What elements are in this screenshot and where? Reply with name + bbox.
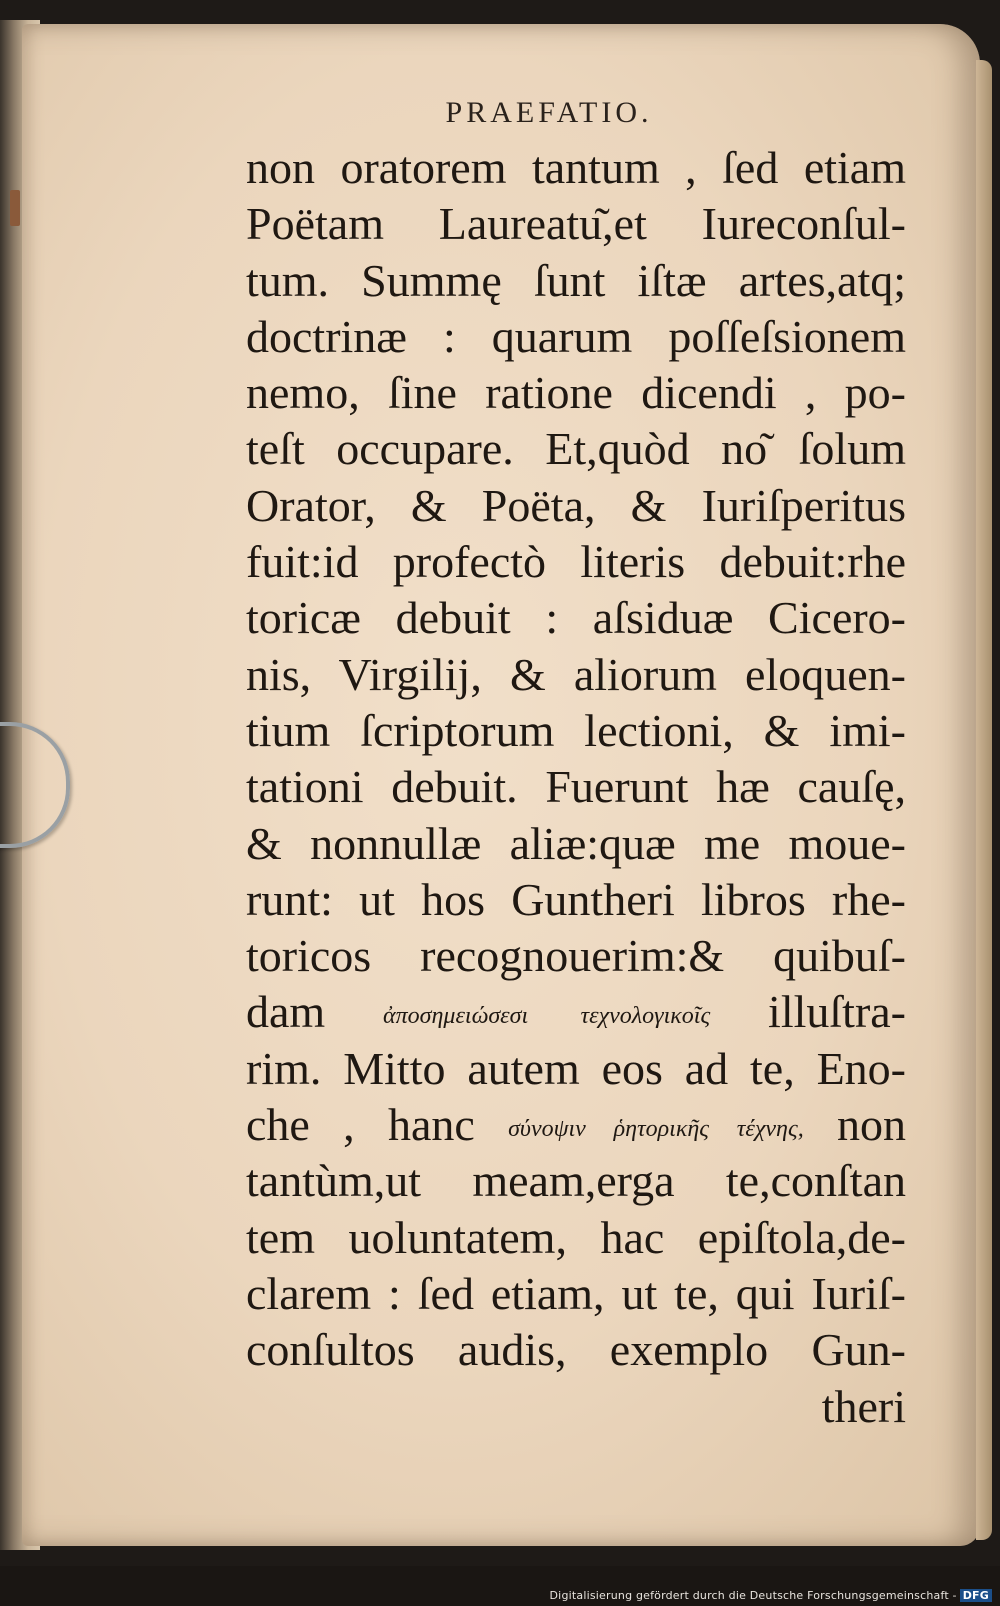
text-line: tationi debuit. Fuerunt hæ cauſę,	[246, 761, 906, 813]
catchword: theri	[821, 1380, 906, 1432]
page-right-edge	[976, 60, 992, 1540]
text-line: fuit:id profectò literis debuit:rhe	[246, 536, 906, 588]
credit-text: Digitalisierung gefördert durch die Deutsche Forschungsgemeinschaft -	[549, 1589, 957, 1602]
text-line: tum. Summę ſunt iſtæ artes,atq;	[246, 254, 906, 306]
line-latin-end: illuſtra-	[710, 986, 906, 1038]
greek-phrase: ἀποσημειώσεσι τεχνολογικοῖς	[383, 1003, 711, 1030]
text-line: tem uoluntatem, hac epiſtola,de-	[246, 1211, 906, 1263]
text-line: rim. Mitto autem eos ad te, Eno-	[246, 1042, 906, 1094]
text-line-with-greek	[246, 1097, 906, 1153]
text-line: conſultos audis, exemplo Gun-	[246, 1324, 906, 1376]
line-latin-start: dam	[246, 986, 384, 1038]
running-header	[0, 96, 1000, 130]
dfg-logo: DFG	[960, 1589, 992, 1602]
text-line: tium ſcriptorum lectioni, & imi-	[246, 704, 906, 756]
text-line: Orator, & Poëta, & Iuriſperitus	[246, 479, 906, 531]
text-line: nemo, ſine ratione dicendi , po-	[246, 367, 906, 419]
text-line: teſt occupare. Et,quòd no͂ ſolum	[246, 423, 906, 475]
text-line-with-greek	[246, 984, 906, 1040]
text-line: doctrinæ : quarum poſſeſsionem	[246, 310, 906, 362]
text-line: clarem : ſed etiam, ut te, qui Iuriſ-	[246, 1267, 906, 1319]
text-line: & nonnullæ aliæ:quæ me moue-	[246, 817, 906, 869]
running-header-text: PRAEFATIO.	[445, 96, 653, 129]
bookmark-ribbon	[10, 190, 20, 226]
text-line: Poëtam Laureatu͂,et Iureconſul-	[246, 198, 906, 250]
line-latin-start: che , hanc	[246, 1099, 509, 1151]
text-line: toricos recognouerim:& quibuſ-	[246, 930, 906, 982]
body-text	[246, 140, 906, 1435]
line-latin-end: non	[803, 1099, 906, 1151]
text-line: non oratorem tantum , ſed etiam	[246, 142, 906, 193]
text-line: tantùm,ut meam,erga te,conſtan	[246, 1155, 906, 1207]
text-line: toricæ debuit : aſsiduæ Cicero-	[246, 592, 906, 644]
digitization-credit	[550, 1589, 992, 1602]
greek-phrase: σύνοψιν ῥητορικῆς τέχνης,	[508, 1116, 804, 1143]
text-line: nis, Virgilij, & aliorum eloquen-	[246, 648, 906, 700]
text-line: runt: ut hos Guntheri libros rhe-	[246, 873, 906, 925]
